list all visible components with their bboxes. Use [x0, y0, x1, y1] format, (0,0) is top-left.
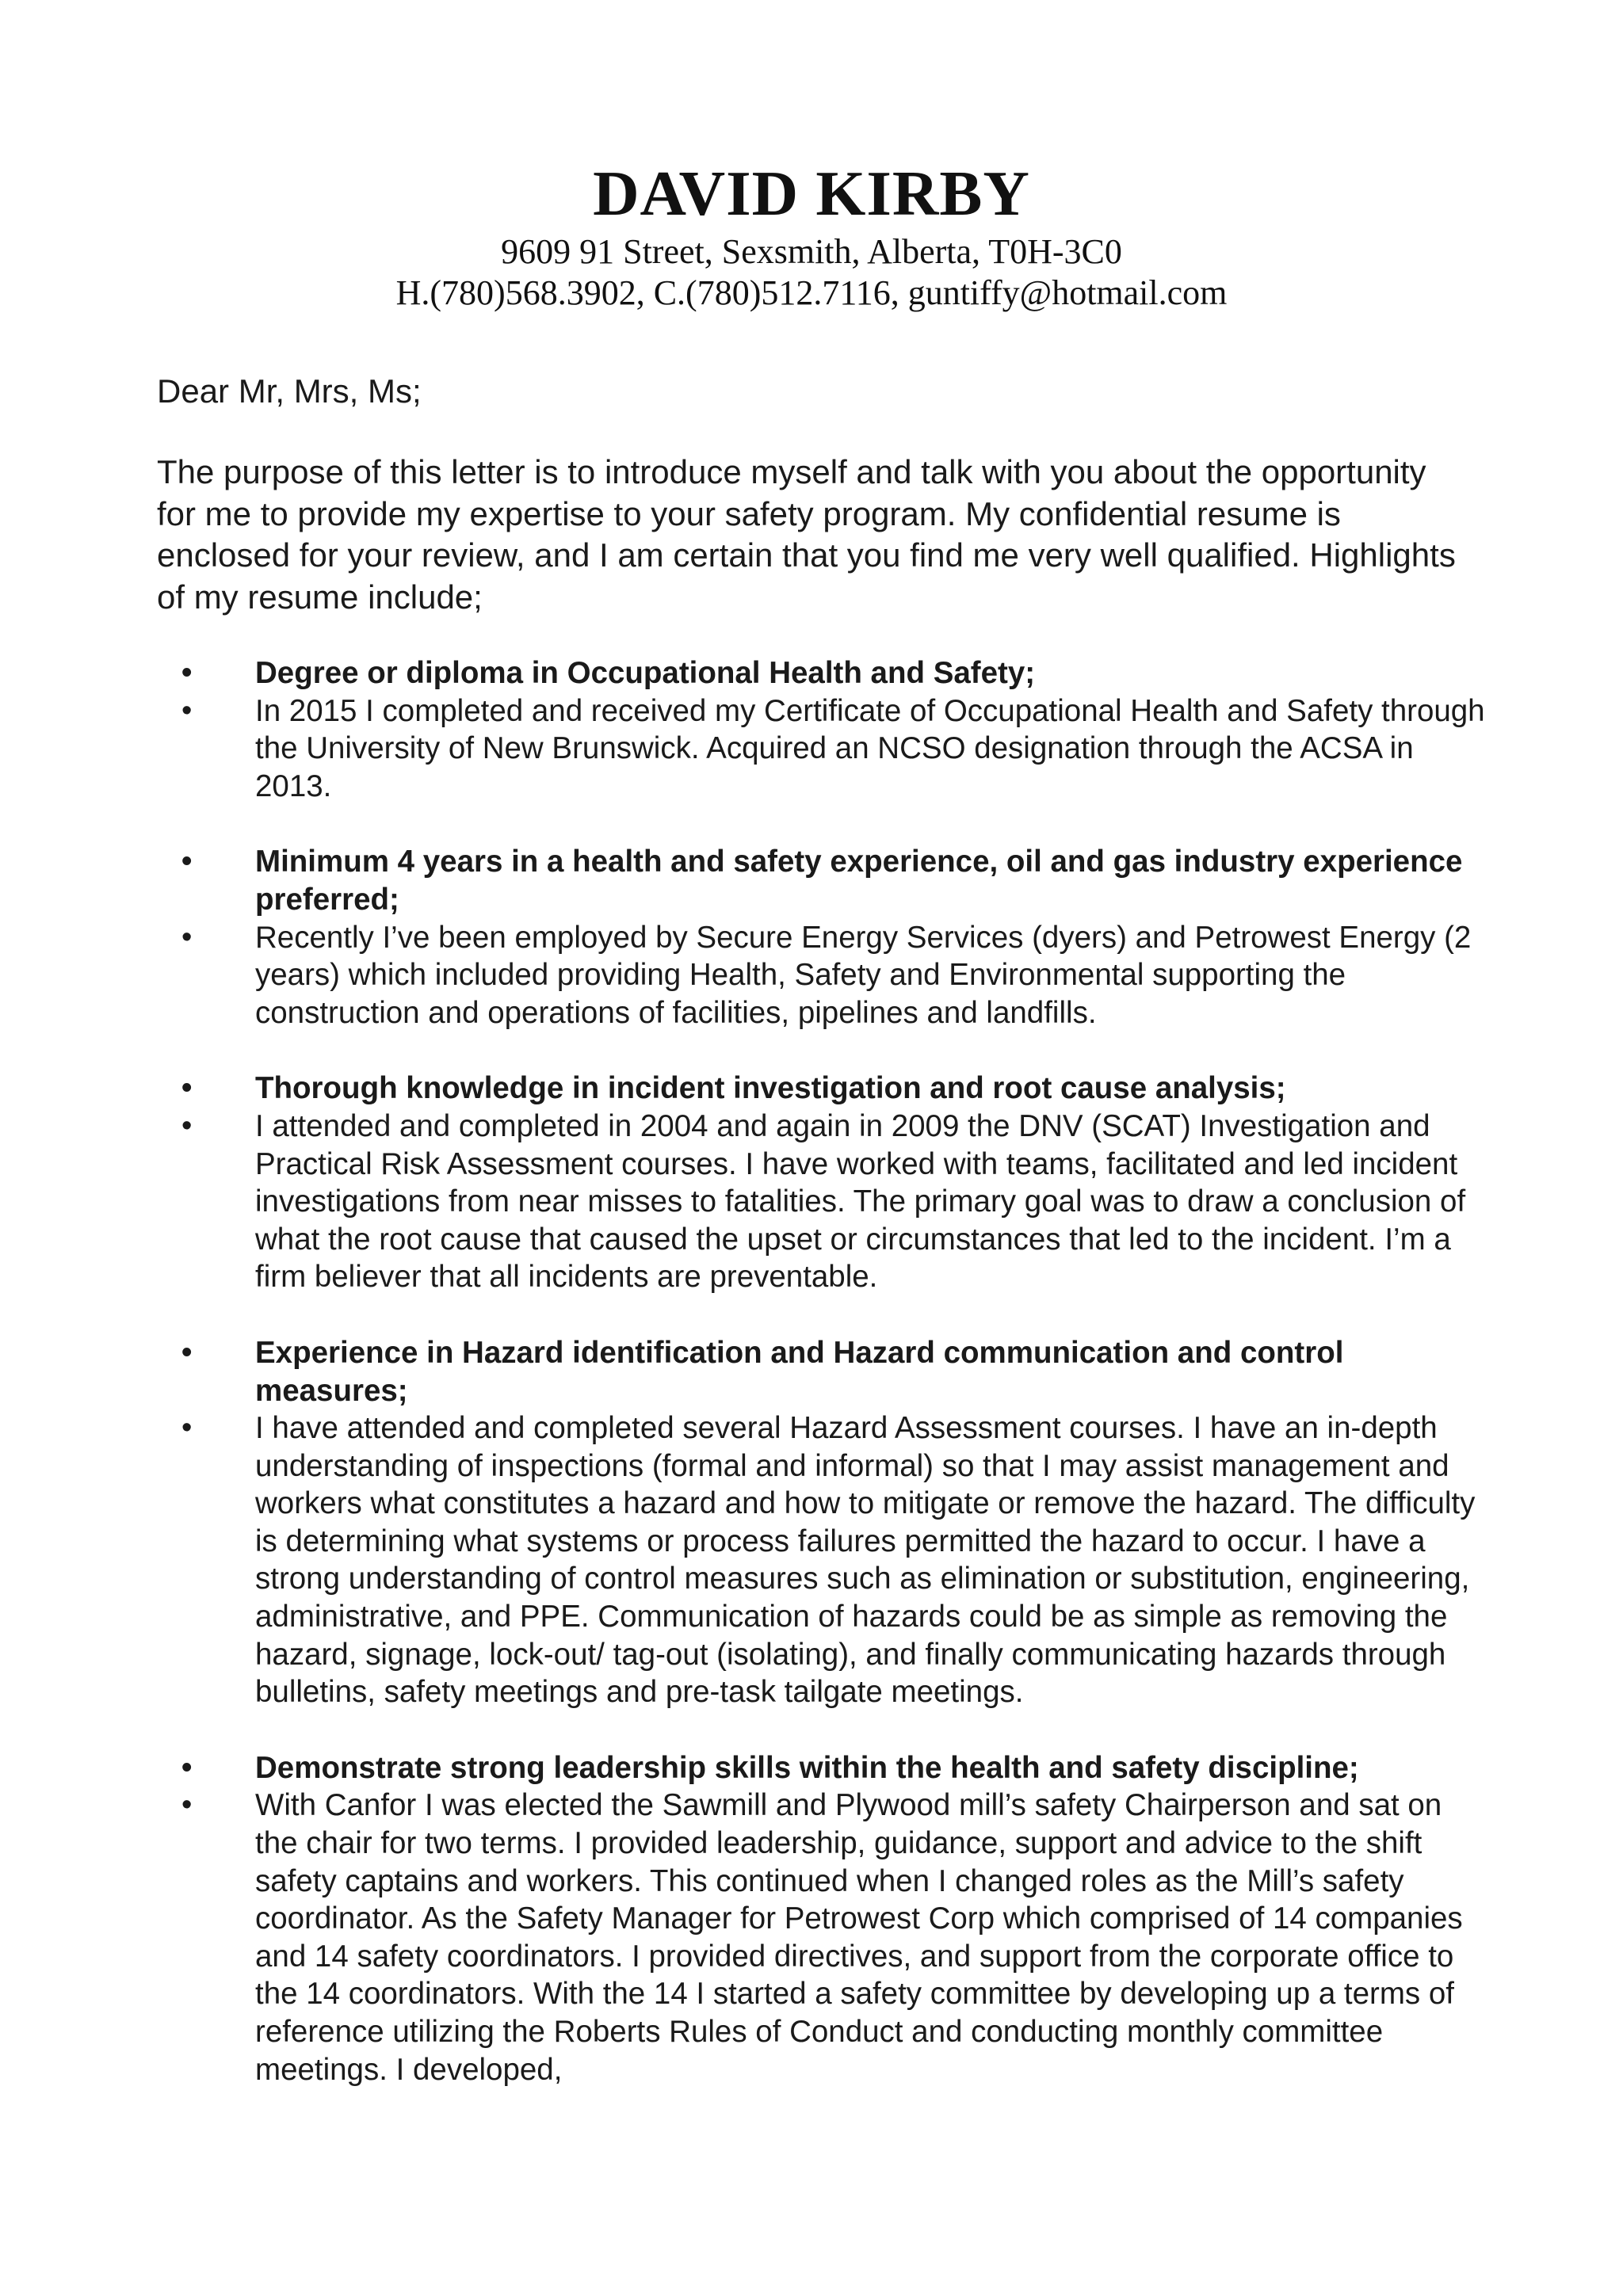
- bullet-icon: •: [181, 920, 193, 954]
- response-item: [0, 692, 1491, 806]
- intro-paragraph: The purpose of this letter is to introduce myself and talk with you about the opportunity for me to provide my expertise to your safety program. My confidential resume is enclosed for your review, and I am certain that you find me very well qualified. Highlights of my resume include;: [157, 453, 1456, 616]
- response-item: [0, 919, 1491, 1032]
- requirement-item: [0, 1070, 1491, 1108]
- response-text: I attended and completed in 2004 and again in 2009 the DNV (SCAT) Investigation and Practical Risk Assessment courses. I have worked with teams, facilitated and led incident investigations from near misses to fatalities. The primary goal was to draw a conclusion of what the root cause that caused the upset or circumstances that led to the incident. I’m a firm believer that all incidents are preventable.: [255, 1108, 1466, 1295]
- bullet-icon: •: [181, 693, 193, 727]
- highlight-group: [0, 1070, 1623, 1296]
- requirement-text: Experience in Hazard identification and Hazard communication and control measures;: [255, 1335, 1344, 1408]
- requirement-item: [0, 1749, 1491, 1787]
- requirement-text: Minimum 4 years in a health and safety experience, oil and gas industry experience preferred;: [255, 845, 1463, 917]
- requirement-text: Demonstrate strong leadership skills within the health and safety discipline;: [255, 1750, 1359, 1785]
- requirement-text: Thorough knowledge in incident investigation and root cause analysis;: [255, 1071, 1286, 1106]
- bullet-icon: •: [181, 1750, 193, 1784]
- applicant-name: DAVID KIRBY: [593, 158, 1030, 229]
- response-text: In 2015 I completed and received my Certificate of Occupational Health and Safety through the University of New Brunswick. Acquired an NCSO designation through the ACSA in 2013.: [255, 693, 1485, 803]
- highlights-list: [0, 654, 1623, 2088]
- bullet-icon: •: [181, 656, 193, 689]
- bullet-icon: •: [181, 1108, 193, 1142]
- requirement-item: [0, 843, 1491, 918]
- requirement-text: Degree or diploma in Occupational Health and Safety;: [255, 656, 1036, 690]
- response-item: [0, 1108, 1491, 1296]
- highlight-group: [0, 654, 1623, 805]
- highlight-group: [0, 843, 1623, 1032]
- applicant-contact: H.(780)568.3902, C.(780)512.7116, guntiffy@hotmail.com: [395, 273, 1228, 312]
- response-item: [0, 1787, 1491, 2088]
- highlight-group: [0, 1749, 1623, 2088]
- response-text: I have attended and completed several Hazard Assessment courses. I have an in-depth understanding of inspections (formal and informal) so that I may assist management and workers what constitutes a hazard and how to mitigate or remove the hazard. The difficulty is determining what systems or process failures permitted the hazard to occur. I have a strong understanding of control measures such as elimination or substitution, engineering, administrative, and PPE. Communication of hazards could be as simple as removing the hazard, signage, lock-out/ tag-out (isolating), and finally communicating hazards through bulletins, safety meetings and pre-task tailgate meetings.: [255, 1411, 1476, 1710]
- bullet-icon: •: [181, 845, 193, 879]
- requirement-item: [0, 1334, 1491, 1409]
- bullet-icon: •: [181, 1788, 193, 1822]
- applicant-address: 9609 91 Street, Sexsmith, Alberta, T0H-3C0: [501, 232, 1122, 271]
- response-text: With Canfor I was elected the Sawmill and Plywood mill’s safety Chairperson and sat on the chair for two terms. I provided leadership, guidance, support and advice to the shift safety captains and workers. This continued when I changed roles as the Mill’s safety coordinator. As the Safety Manager for Petrowest Corp which comprised of 14 companies and 14 safety coordinators. I provided directives, and support from the corporate office to the 14 coordinators. With the 14 I started a safety committee by developing up a terms of reference utilizing the Roberts Rules of Conduct and conducting monthly committee meetings. I developed,: [255, 1788, 1463, 2087]
- response-item: [0, 1409, 1491, 1711]
- bullet-icon: •: [181, 1411, 193, 1445]
- salutation: Dear Mr, Mrs, Ms;: [157, 372, 422, 410]
- letterhead: [0, 155, 1623, 314]
- highlight-group: [0, 1334, 1623, 1711]
- response-text: Recently I’ve been employed by Secure Energy Services (dyers) and Petrowest Energy (2 years) which included providing Health, Safety and Environmental supporting the construction and operations of facilities, pipelines and landfills.: [255, 920, 1472, 1030]
- requirement-item: [0, 654, 1491, 692]
- bullet-icon: •: [181, 1071, 193, 1105]
- bullet-icon: •: [181, 1335, 193, 1369]
